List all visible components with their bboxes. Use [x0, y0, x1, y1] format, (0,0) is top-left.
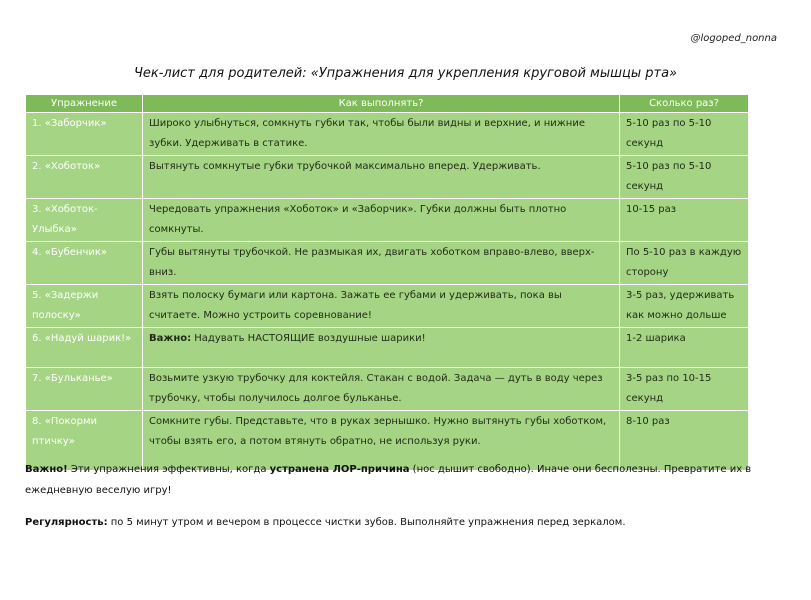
exercise-name: 2. «Хоботок»: [26, 156, 143, 199]
author-handle: @logoped_nonna: [690, 33, 777, 44]
how-text: Сомкните губы. Представьте, что в руках зернышко. Нужно вытянуть губы хоботком, чтобы взять его, а потом втянуть обратно, не используя руки.: [149, 416, 607, 447]
important-text-post: (нос дышит свободно). Иначе они бесполезны. Превратите их в ежедневную веселую игру!: [25, 464, 752, 496]
exercise-count: 1-2 шарика: [620, 328, 749, 368]
exercise-how: [143, 328, 620, 368]
table-row: [26, 199, 749, 242]
exercise-count: По 5-10 раз в каждую сторону: [620, 242, 749, 285]
exercise-name: 1. «Заборчик»: [26, 113, 143, 156]
exercise-how: [143, 156, 620, 199]
how-text: Взять полоску бумаги или картона. Зажать ее губами и удерживать, пока вы считаете. Можно устроить соревнование!: [149, 290, 562, 321]
exercise-how: [143, 199, 620, 242]
important-note: [25, 459, 765, 501]
important-text-pre: Эти упражнения эффективны, когда: [67, 464, 270, 475]
how-text: Возьмите узкую трубочку для коктейля. Стакан с водой. Задача — дуть в воду через трубочку, чтобы получилось долгое бульканье.: [149, 373, 603, 404]
exercise-count: 5-10 раз по 5-10 секунд: [620, 156, 749, 199]
table-row: [26, 242, 749, 285]
exercise-name: 6. «Надуй шарик!»: [26, 328, 143, 368]
table-header-row: [26, 95, 749, 113]
exercise-how: [143, 285, 620, 328]
exercise-table: [25, 94, 749, 471]
exercise-count: 3-5 раз по 10-15 секунд: [620, 368, 749, 411]
notes-block: [25, 459, 765, 533]
table-row: [26, 368, 749, 411]
important-label: Важно!: [25, 464, 68, 475]
how-text: Чередовать упражнения «Хоботок» и «Заборчик». Губки должны быть плотно сомкнуты.: [149, 204, 567, 235]
exercise-count: 5-10 раз по 5-10 секунд: [620, 113, 749, 156]
important-text-bold: устранена ЛОР-причина: [269, 464, 410, 475]
how-text: Широко улыбнуться, сомкнуть губки так, чтобы были видны и верхние, и нижние зубки. Удерживать в статике.: [149, 118, 585, 149]
how-text: Губы вытянуты трубочкой. Не размыкая их, двигать хоботком вправо-влево, вверх-вниз.: [149, 247, 595, 278]
exercise-name: 8. «Покорми птичку»: [26, 411, 143, 471]
how-text: Надувать НАСТОЯЩИЕ воздушные шарики!: [191, 333, 426, 344]
exercise-name: 4. «Бубенчик»: [26, 242, 143, 285]
regularity-label: Регулярность:: [25, 517, 108, 528]
table-row: [26, 156, 749, 199]
how-text: Вытянуть сомкнутые губки трубочкой максимально вперед. Удерживать.: [149, 161, 541, 172]
regularity-note: [25, 512, 765, 533]
exercise-how: [143, 368, 620, 411]
exercise-name: 5. «Задержи полоску»: [26, 285, 143, 328]
page-title: Чек-лист для родителей: «Упражнения для укрепления круговой мышцы рта»: [133, 66, 678, 81]
regularity-text: по 5 минут утром и вечером в процессе чистки зубов. Выполняйте упражнения перед зеркалом.: [107, 517, 626, 528]
how-bold: Важно:: [149, 333, 192, 344]
exercise-name: 3. «Хоботок-Улыбка»: [26, 199, 143, 242]
exercise-count: 8-10 раз: [620, 411, 749, 471]
table-row: [26, 328, 749, 368]
table-row: [26, 113, 749, 156]
exercise-count: 10-15 раз: [620, 199, 749, 242]
exercise-name: 7. «Бульканье»: [26, 368, 143, 411]
exercise-count: 3-5 раз, удерживать как можно дольше: [620, 285, 749, 328]
exercise-how: [143, 113, 620, 156]
header-exercise: Упражнение: [26, 95, 143, 113]
header-count: Сколько раз?: [620, 95, 749, 113]
header-how: Как выполнять?: [143, 95, 620, 113]
table-row: [26, 285, 749, 328]
exercise-how: [143, 242, 620, 285]
